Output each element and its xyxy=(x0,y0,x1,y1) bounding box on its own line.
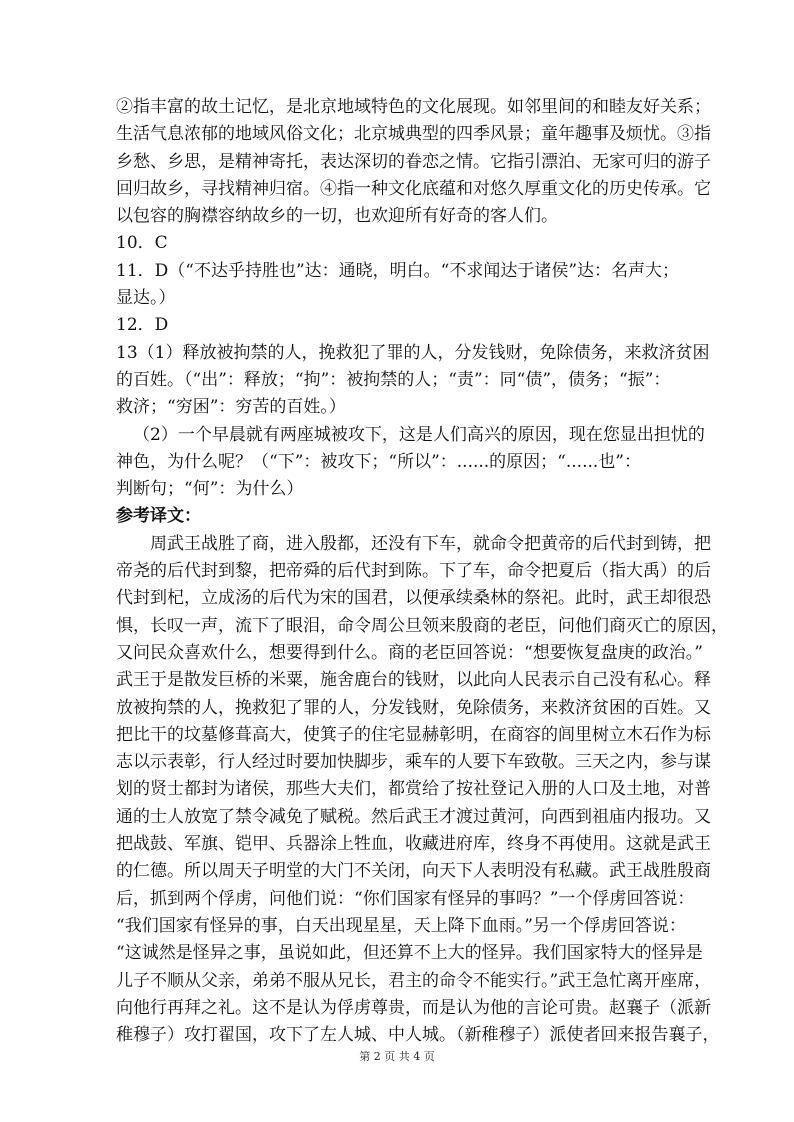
answer-9-line-2: 生活气息浓郁的地域风俗文化；北京城典型的四季风景；童年趣事及烦忧。③指 xyxy=(116,124,711,145)
translation-line-4: 惧，长叹一声，流下了眼泪，命令周公旦领来殷商的老臣，问他们商灭亡的原因， xyxy=(116,615,728,636)
answer-9-line-3: 乡愁、乡思，是精神寄托，表达深切的眷恋之情。它指引漂泊、无家可归的游子 xyxy=(116,151,711,172)
translation-line-9: 志以示表彰，行人经过时要加快脚步，乘车的人要下车致敬。三天之内，参与谋 xyxy=(116,752,711,773)
translation-line-12: 把战鼓、军旗、铠甲、兵器涂上牲血，收藏进府库，终身不再使用。这就是武王 xyxy=(116,834,711,855)
translation-line-16: “这诚然是怪异之事，虽说如此，但还算不上大的怪异。我们国家特大的怪异是 xyxy=(116,943,703,964)
answer-9-line-1: ②指丰富的故土记忆，是北京地域特色的文化展现。如邻里间的和睦友好关系； xyxy=(116,97,711,117)
answer-13-1-line-2: 的百姓。（“出”：释放；“拘”：被拘禁的人；“责”：同“债”，债务；“振”： xyxy=(116,369,671,390)
translation-line-15: “我们国家有怪异的事，白天出现星星，天上降下血雨。”另一个俘虏回答说： xyxy=(116,915,686,936)
translation-line-8: 把比干的坟墓修葺高大，使箕子的住宅显赫彰明，在商容的闾里树立木石作为标 xyxy=(116,724,711,745)
translation-line-7: 放被拘禁的人，挽救犯了罪的人，分发钱财，免除债务，来救济贫困的百姓。又 xyxy=(116,697,711,718)
answer-10: 10．C xyxy=(116,233,168,254)
translation-line-18: 向他行再拜之礼。这不是认为俘虏尊贵，而是认为他的言论可贵。赵襄子（派新 xyxy=(116,997,711,1018)
answer-13-1-line-1: 13（1）释放被拘禁的人，挽救犯了罪的人，分发钱财，免除债务，来救济贫困 xyxy=(116,342,710,363)
translation-line-3: 代封到杞，立成汤的后代为宋的国君，以便承续桑林的祭祀。此时，武王却很恐 xyxy=(116,588,711,609)
translation-line-6: 武王于是散发巨桥的米粟，施舍鹿台的钱财，以此向人民表示自己没有私心。释 xyxy=(116,670,711,691)
answer-9-line-5: 以包容的胸襟容纳故乡的一切，也欢迎所有好奇的客人们。 xyxy=(116,206,558,227)
translation-line-5: 又问民众喜欢什么，想要得到什么。商的老臣回答说：“想要恢复盘庚的政治。” xyxy=(116,642,703,663)
translation-line-19: 稚穆子）攻打翟国，攻下了左人城、中人城。（新稚穆子）派使者回来报告襄子， xyxy=(116,1025,720,1046)
translation-line-1: 周武王战胜了商，进入殷都，还没有下车，就命令把黄帝的后代封到铸，把 xyxy=(150,533,711,554)
answer-13-2-line-2: 神色，为什么呢？（“下”：被攻下；“所以”：......的原因；“......也”： xyxy=(116,451,641,472)
answer-11-line-1: 11．D（“不达乎持胜也”达：通晓，明白。“不求闻达于诸侯”达：名声大； xyxy=(116,260,680,281)
translation-line-11: 通的士人放宽了禁令减免了赋税。然后武王才渡过黄河，向西到祖庙内报功。又 xyxy=(116,806,711,827)
translation-line-10: 划的贤士都封为诸侯，那些大夫们，都赏给了按社登记入册的人口及土地，对普 xyxy=(116,779,711,800)
document-body xyxy=(116,94,728,1049)
translation-line-17: 儿子不顺从父亲，弟弟不服从兄长，君主的命令不能实行。”武王急忙离开座席， xyxy=(116,970,712,991)
translation-line-14: 后，抓到两个俘虏，问他们说：“你们国家有怪异的事吗？”一个俘虏回答说： xyxy=(116,888,695,909)
answer-11-line-2: 显达。） xyxy=(116,288,176,309)
translation-line-2: 帝尧的后代封到黎，把帝舜的后代封到陈。下了车，命令把夏后（指大禹）的后 xyxy=(116,561,711,582)
page-footer xyxy=(0,1050,794,1064)
answer-13-2-line-3: 判断句；“何”：为什么） xyxy=(116,479,304,500)
page-number: 第 2 页 共 4 页 xyxy=(359,1050,435,1063)
translation-line-13: 的仁德。所以周天子明堂的大门不关闭，向天下人表明没有私藏。武王战胜殷商 xyxy=(116,861,711,882)
translation-heading: 参考译文： xyxy=(116,506,201,527)
answer-13-2-line-1: （2）一个早晨就有两座城被攻下，这是人们高兴的原因，现在您显出担忧的 xyxy=(133,424,705,445)
answer-12: 12．D xyxy=(116,315,169,336)
answer-9-line-4: 回归故乡，寻找精神归宿。④指一种文化底蕴和对悠久厚重文化的历史传承。它 xyxy=(116,178,711,199)
answer-13-1-line-3: 救济；“穷困”：穷苦的百姓。） xyxy=(116,397,346,418)
